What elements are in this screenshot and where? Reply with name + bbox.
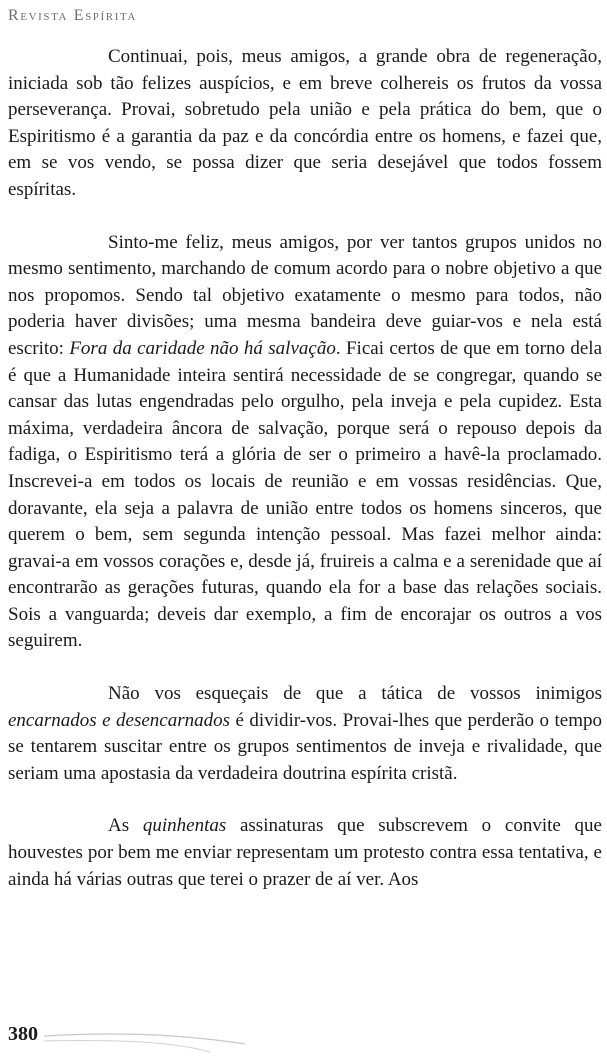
paragraph-text: assinaturas que subscrevem o convite que houvestes por bem me enviar representam um protesto contra essa tentativa, e ainda há várias outras que terei o prazer de aí ver. Aos <box>8 815 602 890</box>
paragraph-text: Continuai, pois, meus amigos, a grande obra de regeneração, iniciada sob tão felizes auspícios, e em breve colhereis os frutos da vossa perseverança. Provai, sobretudo pela união e pela prática do bem, que o Espiritismo é a garantia da paz e da concórdia entre os homens, e fazei que, em se vos vendo, se possa dizer que seria desejável que todos fossem espíritas. <box>8 46 602 200</box>
paragraph-text: Não vos esqueçais de que a tática de vossos inimigos <box>108 683 602 705</box>
paragraph <box>8 813 602 893</box>
italic-text: encarnados e desencarnados <box>8 709 231 731</box>
running-head: Revista Espírita <box>8 7 137 24</box>
body-text <box>8 44 602 893</box>
paragraph-text: é dividir-vos. Provai-lhes que perderão o tempo se tentarem suscitar entre os grupos sentimentos de inveja e rivalidade, que seriam uma apostasia da verdadeira doutrina espírita cristã. <box>8 709 602 784</box>
paragraph-text: . Ficai certos de que em torno dela é que a Humanidade inteira sentirá necessidade de se congregar, quando se cansar das lutas engendradas pelo orgulho, pela inveja e pela cupidez. Esta máxima, verdadeira âncora de salvação, porque será o repouso depois da fadiga, o Espiritismo terá a glória de ser o primeiro a havê-la proclamado. Inscrevei-a em todos os locais de reunião e em vossas residências. Que, doravante, ela seja a palavra de união entre todos os homens sinceros, que querem o bem, sem segunda intenção pessoal. Mas fazei melhor ainda: gravai-a em vossos corações e, desde já, fruireis a calma e a serenidade que aí encontrarão as gerações futuras, quando ela for a base das relações sociais. Sois a vanguarda; deveis dar exemplo, a fim de encorajar os outros a vos seguirem. <box>8 337 602 652</box>
italic-text: quinhentas <box>142 815 227 837</box>
paragraph <box>8 681 602 787</box>
paragraph <box>8 230 602 656</box>
paragraph-text: Sinto-me feliz, meus amigos, por ver tantos grupos unidos no mesmo sentimento, marchando de comum acordo para o nobre objetivo a que nos propomos. Sendo tal objetivo exatamente o mesmo para todos, não poderia haver divisões; uma mesma bandeira deve guiar-vos e nela está escrito: <box>8 231 602 359</box>
paragraph <box>8 44 602 204</box>
folio-swash-ornament <box>0 1030 607 1058</box>
paragraph-text: As <box>108 815 143 837</box>
italic-text: Fora da caridade não há salvação <box>69 337 336 359</box>
page-number: 380 <box>8 1023 38 1045</box>
